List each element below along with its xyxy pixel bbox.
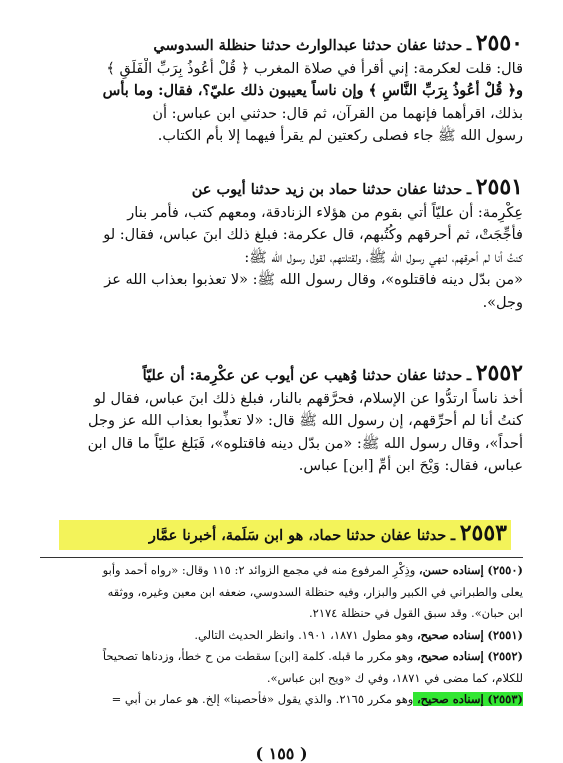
page-number: ( ١٥٥ ) <box>255 744 308 763</box>
hadith-text-line: حدثنا عفان حدثنا عبدالوارث حدثنا حنظلة السدوسي <box>153 37 463 54</box>
footnote-text: وهو مطول ١٨٧١، ١٩٠١. وانظر الحديث التالي. <box>194 627 414 642</box>
hadith-text-line: «من بدّل دينه فاقتلوه»، وقال رسول الله ﷺ: «لا تعذبوا بعذاب الله عز <box>104 272 523 288</box>
footnote-lead: إسناده صحيح، <box>416 627 484 642</box>
hadith-text-line: عِكْرِمة: أن عليّاً أُتي بقوم من هؤلاء الزنادقة، ومعهم كتب، فأمر بنار <box>127 204 523 221</box>
hadith-text-line: حدثنا عفان حدثنا حماد بن زيد حدثنا أيوب عن <box>191 181 463 198</box>
hadith-number: ٢٥٥٠ <box>475 32 523 56</box>
footnote-text: وذِكْرِ المرفوع منه في مجمع الزوائد ٢: ١١٥ وقال: «رواه أحمد وأبو <box>102 563 416 577</box>
hadith-text-line: كنتُ أنا لم أحرقهم، لنهي رسول الله ﷺ، ولقتلتهم، لقول رسول الله ﷺ: <box>244 249 523 266</box>
footnote-text: ابن حبان». وقد سبق القول في حنظلة ٢١٧٤. <box>309 606 523 620</box>
hadith-text-line: قال: قلت لعكرمة: إني أقرأ في صلاة المغرب ﴿ قُلْ أَعُوذُ بِرَبِّ الْفَلَقِ ﴾ <box>106 60 523 77</box>
footnote-text: وهو مكرر ما قبله. كلمة [ابن] سقطت من ح خطأ، وزدناها تصحيحاً <box>102 649 414 663</box>
hadith-number: ٢٥٥١ <box>475 176 523 200</box>
hadith-number: ٢٥٥٢ <box>475 362 523 386</box>
footnote-text: للكلام، كما مضى في ١٨٧١، وفي ك «ويح ابن عباس». <box>266 670 523 685</box>
footnote-2550 <box>40 560 523 582</box>
footnote-ref: (٢٥٥٣) <box>487 692 523 706</box>
footnote-lead: إسناده حسن، <box>418 563 484 577</box>
hadith-2553 <box>59 520 511 550</box>
footnote-2553 <box>40 689 523 711</box>
footnote-2553-green-highlight <box>413 692 523 706</box>
hadith-number: ٢٥٥٣ <box>459 520 507 546</box>
footnote-ref: (٢٥٥٢) <box>487 649 523 663</box>
footnote-2551 <box>40 625 523 647</box>
hadith-text-line: رسول الله ﷺ جاء فصلى ركعتين لم يقرأ فيهما إلا بأم الكتاب. <box>157 128 523 144</box>
hadith-2551-header: ٢٥٥١ ـ حدثنا عفان حدثنا حماد بن زيد حدثنا أيوب عن <box>191 176 523 200</box>
footnote-text: يعلى والطبراني في الكبير والبزار، وفيه حنظلة السدوسي، ضعفه ابن معين وغيره، ووثقه <box>107 584 523 599</box>
hadith-text-line: أخذ ناساً ارتدُّوا عن الإسلام، فحرَّقهم بالنار، فبلغ ذلك ابنَ عباس، فقال لو <box>94 390 523 407</box>
hadith-2552-header: ٢٥٥٢ ـ حدثنا عفان حدثنا وُهيب عن أيوب عن عكْرِمة: أن عليّاً <box>142 362 523 386</box>
hadith-text-line: وجل». <box>482 294 523 311</box>
hadith-text-line: حدثنا عفان حدثنا وُهيب عن أيوب عن عكْرِمة: أن عليّاً <box>142 367 463 384</box>
hadith-text-line: عباس، فقال: وَيْحَ ابن أمِّ [ابن] عباس. <box>298 458 523 474</box>
hadith-text-line: أحداً»، وقال رسول الله ﷺ: «من بدّل دينه فاقتلوه»، فَبَلغ عليّاً ما قال ابن <box>87 435 523 452</box>
footnote-lead: إسناده صحيح، <box>416 649 484 663</box>
hadith-text-line: كنتُ أنا لم أُحرِّقهم، إن رسول الله ﷺ قال: «لا تعذِّبوا بعذاب الله عز وجل <box>88 413 523 429</box>
hadith-2553-highlight: ٢٥٥٣ ـ حدثنا عفان حدثنا حماد، هو ابن سَلَمة، أخبرنا عمَّار <box>59 520 511 550</box>
footnote-divider <box>40 557 523 558</box>
hadith-text-line: و﴿ قُلْ أَعُوذُ بِرَبِّ النَّاسِ ﴾ وإن ناساً يعيبون ذلك عليّ؟، فقال: وما بأس <box>102 82 523 99</box>
hadith-2550-header: ٢٥٥٠ ـ حدثنا عفان حدثنا عبدالوارث حدثنا حنظلة السدوسي <box>153 32 523 56</box>
hadith-2552 <box>40 362 523 478</box>
hadith-2550 <box>40 32 523 148</box>
hadith-text-line: فأُجِّجَتْ، ثم أحرقهم وكُتُبهم، قال عكرمة: فبلغ ذلك ابنَ عباس، فقال: لو <box>103 227 523 243</box>
hadith-text-line: بذلك، اقرأهما فإنهما من القرآن، ثم قال: حدثني ابن عباس: أن <box>152 105 523 122</box>
hadith-2551 <box>40 176 523 314</box>
footnote-ref: (٢٥٥١) <box>487 627 523 642</box>
footnotes <box>40 560 523 711</box>
footnote-2552 <box>40 646 523 668</box>
footnote-lead: إسناده صحيح، <box>416 692 484 706</box>
hadith-text-line: حدثنا عفان حدثنا حماد، هو ابن سَلَمة، أخبرنا عمَّار <box>148 527 447 544</box>
footnote-text: وهو مكرر ٢١٦٥. والذي يقول «فأحصينا» إلخ. هو عمار بن أبي = <box>111 692 414 706</box>
footnote-ref: (٢٥٥٠) <box>487 563 523 577</box>
